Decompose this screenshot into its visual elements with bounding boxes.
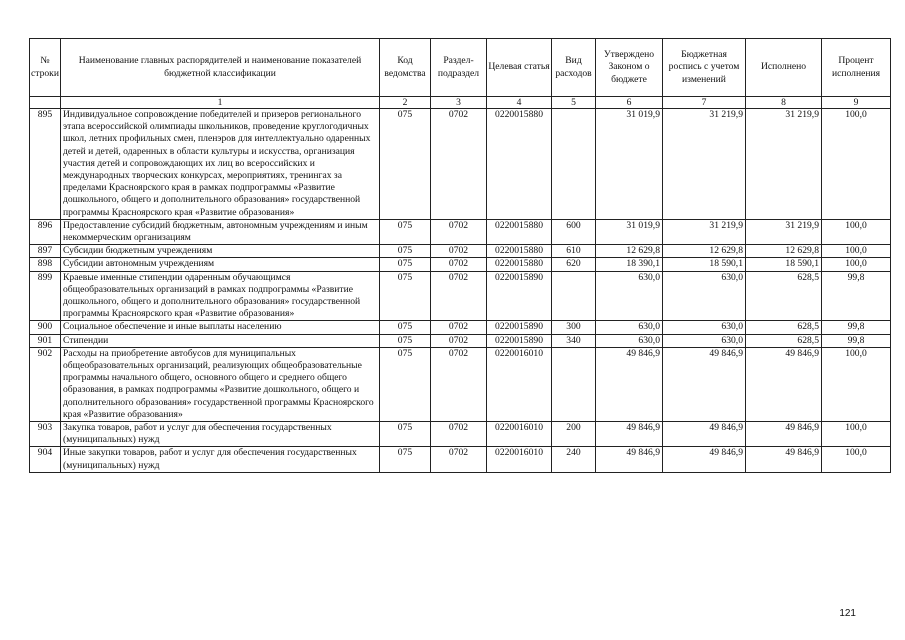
row-expense-type: 610 (552, 245, 596, 258)
row-percent: 100,0 (822, 245, 891, 258)
row-budget-list: 49 846,9 (663, 422, 746, 447)
header-approved: Утверждено Законом о бюджете (596, 39, 663, 97)
table-row (30, 447, 891, 472)
row-executed: 31 219,9 (746, 219, 822, 244)
row-target: 0220015880 (487, 258, 552, 271)
row-target: 0220016010 (487, 422, 552, 447)
row-number: 898 (30, 258, 61, 271)
row-number: 903 (30, 422, 61, 447)
table-row (30, 245, 891, 258)
page-number: 121 (839, 608, 856, 619)
row-approved: 49 846,9 (596, 347, 663, 421)
row-name: Субсидии автономным учреждениям (61, 258, 380, 271)
row-dept-code: 075 (380, 347, 431, 421)
colnum: 6 (596, 97, 663, 109)
row-section: 0702 (431, 258, 487, 271)
table-row (30, 219, 891, 244)
row-section: 0702 (431, 321, 487, 334)
row-name: Расходы на приобретение автобусов для муниципальных общеобразовательных организаций, реализующих общеобразовательные программы начального общего, основного общего и среднего общего образования, в рамках подпрограммы «Развитие дошкольного, общего и дополнительного образования» государственной программы Красноярского края «Развитие образования» (61, 347, 380, 421)
row-approved: 630,0 (596, 321, 663, 334)
row-executed: 628,5 (746, 334, 822, 347)
row-expense-type: 620 (552, 258, 596, 271)
table-row (30, 422, 891, 447)
row-percent: 100,0 (822, 447, 891, 472)
row-budget-list: 630,0 (663, 334, 746, 347)
row-name: Иные закупки товаров, работ и услуг для обеспечения государственных (муниципальных) нужд (61, 447, 380, 472)
header-row-no: № строки (30, 39, 61, 97)
row-name: Стипендии (61, 334, 380, 347)
row-approved: 18 390,1 (596, 258, 663, 271)
row-approved: 630,0 (596, 334, 663, 347)
row-section: 0702 (431, 245, 487, 258)
row-section: 0702 (431, 271, 487, 321)
row-name: Краевые именные стипендии одаренным обучающимся общеобразовательных организаций в рамках подпрограммы «Развитие дошкольного, общего и дополнительного образования» государственной программы Красноярского края «Развитие образования» (61, 271, 380, 321)
colnum: 7 (663, 97, 746, 109)
row-budget-list: 49 846,9 (663, 347, 746, 421)
row-name: Предоставление субсидий бюджетным, автономным учреждениям и иным некоммерческим организациям (61, 219, 380, 244)
row-number: 895 (30, 109, 61, 220)
row-expense-type (552, 271, 596, 321)
row-number: 897 (30, 245, 61, 258)
row-executed: 49 846,9 (746, 422, 822, 447)
row-percent: 99,8 (822, 271, 891, 321)
row-expense-type (552, 347, 596, 421)
row-dept-code: 075 (380, 334, 431, 347)
row-approved: 630,0 (596, 271, 663, 321)
row-executed: 628,5 (746, 271, 822, 321)
budget-execution-table (29, 38, 891, 473)
row-number: 899 (30, 271, 61, 321)
row-budget-list: 18 590,1 (663, 258, 746, 271)
row-expense-type: 300 (552, 321, 596, 334)
row-target: 0220015890 (487, 321, 552, 334)
row-percent: 100,0 (822, 258, 891, 271)
row-budget-list: 31 219,9 (663, 109, 746, 220)
row-expense-type: 340 (552, 334, 596, 347)
header-percent: Процент исполнения (822, 39, 891, 97)
row-section: 0702 (431, 347, 487, 421)
header-dept-code: Код ведомства (380, 39, 431, 97)
colnum: 8 (746, 97, 822, 109)
row-approved: 12 629,8 (596, 245, 663, 258)
row-executed: 31 219,9 (746, 109, 822, 220)
row-number: 896 (30, 219, 61, 244)
row-target: 0220015880 (487, 219, 552, 244)
table-row (30, 347, 891, 421)
row-executed: 49 846,9 (746, 347, 822, 421)
row-name: Индивидуальное сопровождение победителей и призеров регионального этапа всероссийской олимпиады школьников, проведение круглогодичных школ, летних профильных смен, пленэров для интеллектуально одаренных детей и детей, одаренных в области культуры и искусства, организация участия детей и сопровождающих их лиц во всероссийских и международных творческих конкурсах, мероприятиях, тренингах за пределами Красноярского края в рамках подпрограммы «Развитие дошкольного, общего и дополнительного образования» государственной программы Красноярского края «Развитие образования» (61, 109, 380, 220)
row-percent: 100,0 (822, 422, 891, 447)
row-dept-code: 075 (380, 321, 431, 334)
colnum (30, 97, 61, 109)
row-budget-list: 12 629,8 (663, 245, 746, 258)
row-dept-code: 075 (380, 219, 431, 244)
row-target: 0220016010 (487, 447, 552, 472)
colnum: 3 (431, 97, 487, 109)
header-expense-type: Вид расходов (552, 39, 596, 97)
row-percent: 99,8 (822, 334, 891, 347)
colnum: 4 (487, 97, 552, 109)
row-number: 901 (30, 334, 61, 347)
row-budget-list: 630,0 (663, 271, 746, 321)
row-percent: 100,0 (822, 219, 891, 244)
colnum: 2 (380, 97, 431, 109)
row-name: Субсидии бюджетным учреждениям (61, 245, 380, 258)
header-row (30, 39, 891, 97)
table-row (30, 258, 891, 271)
header-budget-list: Бюджетная роспись с учетом изменений (663, 39, 746, 97)
row-section: 0702 (431, 447, 487, 472)
table-row (30, 271, 891, 321)
row-number: 902 (30, 347, 61, 421)
row-executed: 628,5 (746, 321, 822, 334)
row-executed: 18 590,1 (746, 258, 822, 271)
colnum: 5 (552, 97, 596, 109)
row-target: 0220015880 (487, 109, 552, 220)
row-expense-type: 200 (552, 422, 596, 447)
header-name: Наименование главных распорядителей и наименование показателей бюджетной классификации (61, 39, 380, 97)
header-section: Раздел-подраздел (431, 39, 487, 97)
row-dept-code: 075 (380, 109, 431, 220)
row-section: 0702 (431, 422, 487, 447)
row-number: 904 (30, 447, 61, 472)
colnum: 1 (61, 97, 380, 109)
row-section: 0702 (431, 219, 487, 244)
table-row (30, 334, 891, 347)
row-executed: 12 629,8 (746, 245, 822, 258)
colnum: 9 (822, 97, 891, 109)
row-percent: 99,8 (822, 321, 891, 334)
row-approved: 31 019,9 (596, 219, 663, 244)
table-row (30, 321, 891, 334)
row-name: Закупка товаров, работ и услуг для обеспечения государственных (муниципальных) нужд (61, 422, 380, 447)
row-name: Социальное обеспечение и иные выплаты населению (61, 321, 380, 334)
row-budget-list: 49 846,9 (663, 447, 746, 472)
row-budget-list: 31 219,9 (663, 219, 746, 244)
row-expense-type (552, 109, 596, 220)
row-section: 0702 (431, 334, 487, 347)
row-approved: 49 846,9 (596, 447, 663, 472)
row-section: 0702 (431, 109, 487, 220)
row-dept-code: 075 (380, 258, 431, 271)
row-approved: 31 019,9 (596, 109, 663, 220)
column-number-row (30, 97, 891, 109)
row-executed: 49 846,9 (746, 447, 822, 472)
row-number: 900 (30, 321, 61, 334)
header-target: Целевая статья (487, 39, 552, 97)
row-dept-code: 075 (380, 271, 431, 321)
row-dept-code: 075 (380, 447, 431, 472)
row-target: 0220015880 (487, 245, 552, 258)
row-target: 0220015890 (487, 334, 552, 347)
table-row (30, 109, 891, 220)
row-target: 0220015890 (487, 271, 552, 321)
row-expense-type: 240 (552, 447, 596, 472)
row-target: 0220016010 (487, 347, 552, 421)
row-percent: 100,0 (822, 109, 891, 220)
row-percent: 100,0 (822, 347, 891, 421)
row-approved: 49 846,9 (596, 422, 663, 447)
row-dept-code: 075 (380, 245, 431, 258)
row-dept-code: 075 (380, 422, 431, 447)
header-executed: Исполнено (746, 39, 822, 97)
row-budget-list: 630,0 (663, 321, 746, 334)
row-expense-type: 600 (552, 219, 596, 244)
